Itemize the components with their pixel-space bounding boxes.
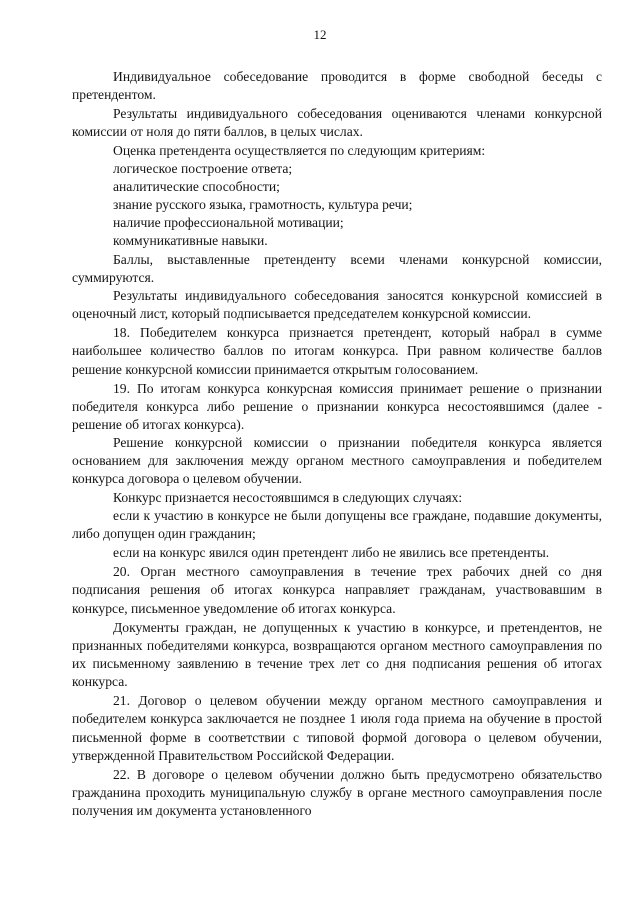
criteria-item-communication: коммуникативные навыки. <box>113 233 268 249</box>
paragraph-section-20: 20. Орган местного самоуправления в течение трех рабочих дней со дня подписания решения об итогах конкурса направляет гражданам, участвовавшим в конкурсе, письменное уведомление об итогах конкурса. <box>72 564 602 616</box>
paragraph-criteria-intro: Оценка претендента осуществляется по следующим критериям: <box>113 142 486 158</box>
failed-case-no-admitted: если к участию в конкурсе не были допущены все граждане, подавшие документы, либо допущен один гражданин; <box>72 507 602 541</box>
paragraph-documents-return: Документы граждан, не допущенных к участию в конкурсе, и претендентов, не признанных победителями конкурса, возвращаются органом местного самоуправления по их письменному заявлению в течение трех лет со дня подписания решения об итогах конкурса. <box>72 619 602 690</box>
page-number: 12 <box>313 27 327 42</box>
paragraph-section-22: 22. В договоре о целевом обучении должно быть предусмотрено обязательство гражданина проходить муниципальную службу в органе местного самоуправления после получения им документа установленного <box>72 766 602 819</box>
criteria-item-analytics: аналитические способности; <box>113 178 280 194</box>
paragraph-interview-scoring: Результаты индивидуального собеседования оцениваются членами конкурсной комиссии от ноля до пяти баллов, в целых числах. <box>72 106 602 140</box>
paragraph-decision-basis: Решение конкурсной комиссии о признании победителя конкурса является основанием для заключения между органом местного самоуправления и победителем конкурса договора о целевом обучении. <box>72 435 602 487</box>
paragraph-interview-form: Индивидуальное собеседование проводится в форме свободной беседы с претендентом. <box>72 69 602 103</box>
criteria-item-motivation: наличие профессиональной мотивации; <box>113 215 344 231</box>
paragraph-scores-summed: Баллы, выставленные претенденту всеми членами конкурсной комиссии, суммируются. <box>72 251 602 285</box>
document-body <box>72 68 602 820</box>
criteria-item-language: знание русского языка, грамотность, культура речи; <box>113 197 413 213</box>
failed-case-one-candidate: если на конкурс явился один претендент либо не явились все претенденты. <box>113 545 550 561</box>
criteria-item-logic: логическое построение ответа; <box>113 160 293 176</box>
paragraph-section-21: 21. Договор о целевом обучении между органом местного самоуправления и победителем конкурса заключается не позднее 1 июля года приема на обучение в простой письменной форме в соответствии с типовой формой договора о целевом обучении, утвержденной Правительством Российской Федерации. <box>72 693 602 763</box>
paragraph-section-18: 18. Победителем конкурса признается претендент, который набрал в сумме наибольшее количество баллов по итогам конкурса. При равном количестве баллов решение конкурсной комиссии принимается открытым голосованием. <box>72 325 602 377</box>
paragraph-failed-contest-intro: Конкурс признается несостоявшимся в следующих случаях: <box>113 489 463 505</box>
paragraph-evaluation-sheet: Результаты индивидуального собеседования заносятся конкурсной комиссией в оценочный лист, который подписывается председателем конкурсной комиссии. <box>72 287 602 322</box>
paragraph-section-19: 19. По итогам конкурса конкурсная комиссия принимает решение о признании победителя конкурса либо решение о признании конкурса несостоявшимся (далее - решение об итогах конкурса). <box>72 380 602 432</box>
